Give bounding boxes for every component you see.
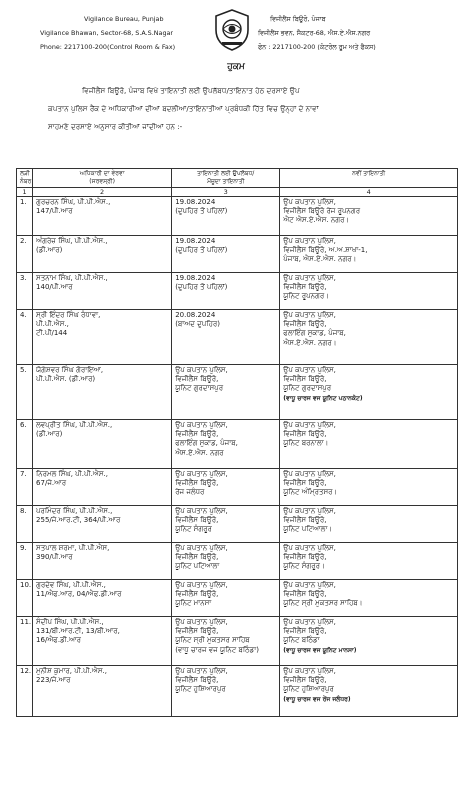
new-posting-line: ਵਿਜੀਲੈਂਸ ਬਿਊਰੋ, xyxy=(283,283,327,292)
current-posting-line: ਉਪ ਕਪਤਾਨ ਪੁਲਿਸ, xyxy=(175,470,228,478)
serial-number: 3. xyxy=(17,273,33,310)
new-posting-line: ਵਿਜੀਲੈਂਸ ਬਿਊਰੋ, xyxy=(283,590,327,599)
new-posting-line: ਐਸ.ਏ.ਐਸ. ਨਗਰ। xyxy=(283,338,337,347)
new-posting-line: ਉਪ ਕਪਤਾਨ ਪੁਲਿਸ, xyxy=(283,507,336,515)
new-posting-line: ਐਟ ਐਸ.ਏ.ਐਸ. ਨਗਰ। xyxy=(283,216,350,225)
new-posting-line: ਫਲਾਇੰਗ ਸੁਕਾਡ, ਪੰਜਾਬ, xyxy=(283,329,346,338)
new-posting xyxy=(280,543,458,580)
new-posting-line: ਯੂਨਿਟ ਗੁਰਦਾਸਪੁਰ xyxy=(283,384,332,393)
table-row xyxy=(17,310,458,365)
new-posting-line: ਉਪ ਕਪਤਾਨ ਪੁਲਿਸ, xyxy=(283,366,336,374)
new-posting-line: ਪੰਜਾਬ, ਐਸ.ਏ.ਐਸ. ਨਗਰ। xyxy=(283,255,357,264)
new-posting-line: ਉਪ ਕਪਤਾਨ ਪੁਲਿਸ, xyxy=(283,237,336,245)
current-posting-line: (ਦੁਪਹਿਰ ਤੋਂ ਪਹਿਲਾਂ) xyxy=(175,207,228,216)
officer-details-line: 255/ਜੇ.ਆਰ.ਟੀ, 364/ਪੀ.ਆਰ xyxy=(36,516,121,525)
officer-details-line: 390/ਪੀ.ਆਰ xyxy=(36,553,73,562)
table-row xyxy=(17,543,458,580)
serial-number: 12. xyxy=(17,666,33,717)
current-posting-line: ਉਪ ਕਪਤਾਨ ਪੁਲਿਸ, xyxy=(175,618,228,626)
new-posting-line: ਵਿਜੀਲੈਂਸ ਬਿਊਰੋ, xyxy=(283,516,327,525)
current-posting-line: (ਦੁਪਹਿਰ ਤੋਂ ਪਹਿਲਾਂ) xyxy=(175,283,228,292)
current-posting xyxy=(172,420,280,469)
current-posting xyxy=(172,617,280,666)
new-posting-line: ਵਿਜੀਲੈਂਸ ਬਿਊਰੋ, xyxy=(283,676,327,685)
new-posting-line: ਉਪ ਕਪਤਾਨ ਪੁਲਿਸ, xyxy=(283,581,336,589)
additional-charge-note: (ਵਾਧੂ ਚਾਰਜ ਵਜ ਯੂਨਿਟ ਮਾਨਸਾ) xyxy=(283,646,357,654)
officer-details-line: ਨਿਰਮਲ ਸਿੰਘ, ਪੀ.ਪੀ.ਐਸ., xyxy=(36,470,108,478)
header-current-posting: ਤਾਇਨਾਤੀ ਲਈ ਉਪਲੱਬਧ/ ਮੌਜੂਦਾ ਤਾਇਨਾਤੀ xyxy=(172,169,280,188)
officer-details-line: ਗੁਰਚਰਨ ਸਿੰਘ, ਪੀ.ਪੀ.ਐਸ., xyxy=(36,198,111,206)
current-posting-line: ਫਲਾਇੰਗ ਸੁਕਾਡ, ਪੰਜਾਬ, xyxy=(175,439,238,448)
org-phone-en: Phone: 2217100-200(Control Room & Fax) xyxy=(40,43,176,51)
current-posting-line: 19.08.2024 xyxy=(175,274,216,282)
transfer-table xyxy=(16,168,458,717)
new-posting-line: ਯੂਨਿਟ ਰੂਪਨਗਰ। xyxy=(283,292,329,301)
current-posting-line: 19.08.2024 xyxy=(175,198,216,206)
officer-details xyxy=(33,197,172,236)
serial-number: 2. xyxy=(17,236,33,273)
new-posting-line: ਵਿਜੀਲੈਂਸ ਬਿਊਰੋ, xyxy=(283,627,327,636)
new-posting-line: ਵਿਜੀਲੈਂਸ ਬਿਊਰੋ, xyxy=(283,375,327,384)
column-number: 4 xyxy=(280,188,458,197)
column-number: 1 xyxy=(17,188,33,197)
header-officer: ਅਧਿਕਾਰੀ ਦਾ ਵੇਰਵਾ (ਸਰਵਸ੍ਰੀ) xyxy=(33,169,172,188)
new-posting-line: ਵਿਜੀਲੈਂਸ ਬਿਊਰੋ, xyxy=(283,430,327,439)
intro-line: ਵਿਜੀਲੈਂਸ ਬਿਊਰੋ, ਪੰਜਾਬ ਵਿਖੇ ਤਾਇਨਾਤੀ ਲਈ ਉਪਲੱਬਧ/ਤਾਇਨਾਤ ਹੇਠ ਦਰਸਾਏ ਉਪ xyxy=(82,86,300,95)
new-posting-line: ਵਿਜੀਲੈਂਸ ਬਿਊਰੋ, xyxy=(283,320,327,329)
table-row xyxy=(17,273,458,310)
officer-details xyxy=(33,617,172,666)
officer-details xyxy=(33,543,172,580)
current-posting-line: (ਬਾਅਦ ਦੁਪਹਿਰ) xyxy=(175,320,220,329)
current-posting-line: ਯੂਨਿਟ ਸ੍ਰੀ ਮੁਕਤਸਰ ਸਾਹਿਬ xyxy=(175,636,250,645)
serial-number: 9. xyxy=(17,543,33,580)
current-posting-line: ਵਿਜੀਲੈਂਸ ਬਿਊਰੋ, xyxy=(175,430,219,439)
officer-details-line: 131/ਬੀ.ਆਰ.ਟੀ, 13/ਬੀ.ਆਰ, xyxy=(36,627,120,636)
new-posting-line: ਯੂਨਿਟ ਬਰਨਾਲਾ। xyxy=(283,439,329,448)
current-posting xyxy=(172,580,280,617)
current-posting-line: (ਦੁਪਹਿਰ ਤੋਂ ਪਹਿਲਾਂ) xyxy=(175,246,228,255)
org-address-pa: ਵਿਜੀਲੈਂਸ ਭਵਨ, ਸੈਕਟਰ-68, ਐਸ.ਏ.ਐਸ.ਨਗਰ xyxy=(258,29,371,37)
new-posting xyxy=(280,236,458,273)
current-posting-line: 19.08.2024 xyxy=(175,237,216,245)
table-row xyxy=(17,506,458,543)
table-row xyxy=(17,365,458,420)
serial-number: 7. xyxy=(17,469,33,506)
officer-details-line: ਯੋਗੇਸ਼ਵਰ ਸਿੰਘ ਗੋਰਾਇਆ, xyxy=(36,366,104,374)
letterhead xyxy=(0,6,472,66)
table-row xyxy=(17,580,458,617)
new-posting xyxy=(280,273,458,310)
current-posting xyxy=(172,469,280,506)
serial-number: 5. xyxy=(17,365,33,420)
table-row xyxy=(17,469,458,506)
new-posting xyxy=(280,365,458,420)
officer-details-line: (ਡੀ.ਆਰ) xyxy=(36,246,63,255)
officer-details-line: ਅੰਗਰੇਜ਼ ਸਿੰਘ, ਪੀ.ਪੀ.ਐਸ., xyxy=(36,237,108,245)
additional-charge-note: (ਵਾਧੂ ਚਾਰਜ ਵਜ ਰੇਂਜ ਜਲੰਧਰ) xyxy=(283,695,351,703)
new-posting-line: ਯੂਨਿਟ ਹੁਸ਼ਿਆਰਪੁਰ xyxy=(283,685,334,694)
officer-details xyxy=(33,469,172,506)
officer-details-line: 140/ਪੀ.ਆਰ xyxy=(36,283,73,292)
table-row xyxy=(17,420,458,469)
current-posting-line: ਯੂਨਿਟ ਹੁਸ਼ਿਆਰਪੁਰ xyxy=(175,685,226,694)
current-posting-line: ਵਿਜੀਲੈਂਸ ਬਿਊਰੋ, xyxy=(175,590,219,599)
table-row xyxy=(17,236,458,273)
officer-details-line: ਪੀ.ਪੀ.ਐਸ., xyxy=(36,320,69,329)
current-posting-line: ਯੂਨਿਟ ਮਾਨਸਾ xyxy=(175,599,212,608)
current-posting xyxy=(172,273,280,310)
new-posting-line: ਉਪ ਕਪਤਾਨ ਪੁਲਿਸ, xyxy=(283,274,336,282)
serial-number: 11. xyxy=(17,617,33,666)
officer-details-line: ਪਰਮਿੰਦਰ ਸਿੰਘ, ਪੀ.ਪੀ.ਐਸ., xyxy=(36,507,113,515)
officer-details xyxy=(33,236,172,273)
header-serial: ਲੜੀ ਨੰਬਰ xyxy=(17,169,33,188)
table-row xyxy=(17,197,458,236)
current-posting-line: (ਵਾਧੂ ਚਾਰਜ ਵਜ ਯੂਨਿਟ ਬਠਿੰਡਾ) xyxy=(175,645,259,654)
officer-details xyxy=(33,310,172,365)
officer-details-line: ਟੀ.ਪੀ/144 xyxy=(36,329,68,338)
new-posting xyxy=(280,666,458,717)
current-posting-line: ਯੂਨਿਟ ਸੰਗਰੂਰ xyxy=(175,525,212,534)
current-posting-line: ਵਿਜੀਲੈਂਸ ਬਿਊਰੋ, xyxy=(175,516,219,525)
current-posting-line: ਉਪ ਕਪਤਾਨ ਪੁਲਿਸ, xyxy=(175,581,228,589)
new-posting-line: ਉਪ ਕਪਤਾਨ ਪੁਲਿਸ, xyxy=(283,667,336,675)
current-posting xyxy=(172,666,280,717)
new-posting-line: ਵਿਜੀਲੈਂਸ ਬਿਊਰੋ, xyxy=(283,479,327,488)
serial-number: 10. xyxy=(17,580,33,617)
current-posting xyxy=(172,365,280,420)
current-posting-line: 20.08.2024 xyxy=(175,311,216,319)
officer-details-line: ਪੀ.ਪੀ.ਐਸ. (ਡੀ.ਆਰ) xyxy=(36,375,96,384)
current-posting-line: ਯੂਨਿਟ ਗੁਰਦਾਸਪੁਰ xyxy=(175,384,224,393)
officer-details-line: 223/ਜੇ.ਆਰ xyxy=(36,676,71,685)
org-name-en: Vigilance Bureau, Punjab xyxy=(84,15,164,23)
intro-line: ਸਾਹਮਣੇ ਦਰਸਾਏ ਅਨੁਸਾਰ ਕੀਤੀਆਂ ਜਾਂਦੀਆਂ ਹਨ :- xyxy=(48,122,183,131)
officer-details xyxy=(33,506,172,543)
new-posting xyxy=(280,420,458,469)
table-header-row xyxy=(17,169,458,188)
table-row xyxy=(17,617,458,666)
new-posting xyxy=(280,197,458,236)
current-posting-line: ਉਪ ਕਪਤਾਨ ਪੁਲਿਸ, xyxy=(175,421,228,429)
officer-details-line: 16/ਐਫ.ਡੀ.ਆਰ xyxy=(36,636,81,645)
new-posting-line: ਵਿਜੀਲੈਂਸ ਬਿਊਰੋ ਰੇਂਜ ਰੂਪਨਗਰ xyxy=(283,207,361,216)
new-posting-line: ਉਪ ਕਪਤਾਨ ਪੁਲਿਸ, xyxy=(283,618,336,626)
new-posting xyxy=(280,617,458,666)
order-title: ਹੁਕਮ xyxy=(227,62,245,72)
current-posting-line: ਉਪ ਕਪਤਾਨ ਪੁਲਿਸ, xyxy=(175,366,228,374)
serial-number: 6. xyxy=(17,420,33,469)
serial-number: 1. xyxy=(17,197,33,236)
new-posting-line: ਉਪ ਕਪਤਾਨ ਪੁਲਿਸ, xyxy=(283,311,336,319)
current-posting xyxy=(172,197,280,236)
serial-number: 8. xyxy=(17,506,33,543)
column-number: 2 xyxy=(33,188,172,197)
new-posting-line: ਵਿਜੀਲੈਂਸ ਬਿਊਰੋ, ਅ.ਅ.ਸ਼ਾਖਾ-1, xyxy=(283,246,368,255)
new-posting-line: ਯੂਨਿਟ ਸੰਗਰੂਰ। xyxy=(283,562,325,571)
additional-charge-note: (ਵਾਧੂ ਚਾਰਜ ਵਜ ਯੂਨਿਟ ਪਠਾਨਕੋਟ) xyxy=(283,394,363,402)
org-phone-pa: ਫੋਨ : 2217100-200 (ਕੰਟਰੋਲ ਰੂਮ ਅਤੇ ਫੈਕਸ) xyxy=(258,43,376,51)
officer-details xyxy=(33,273,172,310)
new-posting-line: ਯੂਨਿਟ ਬਠਿੰਡਾ xyxy=(283,636,320,645)
new-posting xyxy=(280,310,458,365)
current-posting xyxy=(172,236,280,273)
letterhead-punjabi xyxy=(258,12,376,54)
column-number: 3 xyxy=(172,188,280,197)
new-posting xyxy=(280,580,458,617)
officer-details-line: 67/ਜੇ.ਆਰ xyxy=(36,479,67,488)
table-row xyxy=(17,666,458,717)
officer-details-line: 11/ਐਫ.ਆਰ, 04/ਐਫ.ਡੀ.ਆਰ xyxy=(36,590,122,599)
current-posting-line: ਉਪ ਕਪਤਾਨ ਪੁਲਿਸ, xyxy=(175,667,228,675)
officer-details-line: (ਡੀ.ਆਰ) xyxy=(36,430,63,439)
officer-details-line: ਸਤਪਾਲ ਸ਼ਰਮਾ, ਪੀ.ਪੀ.ਐਸ, xyxy=(36,544,110,552)
letterhead-english xyxy=(40,12,175,54)
current-posting-line: ਵਿਜੀਲੈਂਸ ਬਿਊਰੋ, xyxy=(175,375,219,384)
new-posting-line: ਵਿਜੀਲੈਂਸ ਬਿਊਰੋ, xyxy=(283,553,327,562)
officer-details-line: ਮੁਨੀਸ਼ ਕੁਮਾਰ, ਪੀ.ਪੀ.ਐਸ., xyxy=(36,667,107,675)
current-posting-line: ਐਸ.ਏ.ਐਸ. ਨਗਰ xyxy=(175,448,224,457)
new-posting-line: ਉਪ ਕਪਤਾਨ ਪੁਲਿਸ, xyxy=(283,421,336,429)
new-posting-line: ਉਪ ਕਪਤਾਨ ਪੁਲਿਸ, xyxy=(283,198,336,206)
intro-paragraph xyxy=(48,82,432,136)
officer-details-line: ਸਤਨਾਮ ਸਿੰਘ, ਪੀ.ਪੀ.ਐਸ., xyxy=(36,274,108,282)
current-posting-line: ਵਿਜੀਲੈਂਸ ਬਿਊਰੋ, xyxy=(175,479,219,488)
vigilance-emblem-icon xyxy=(212,8,252,52)
org-address-en: Vigilance Bhawan, Sector-68, S.A.S.Nagar xyxy=(40,29,174,37)
current-posting-line: ਵਿਜੀਲੈਂਸ ਬਿਊਰੋ, xyxy=(175,627,219,636)
officer-details-line: ਲਵਪ੍ਰੀਤ ਸਿੰਘ, ਪੀ.ਪੀ.ਐਸ., xyxy=(36,421,113,429)
current-posting-line: ਉਪ ਕਪਤਾਨ ਪੁਲਿਸ, xyxy=(175,544,228,552)
header-new-posting: ਨਵੀਂ ਤਾਇਨਾਤੀ xyxy=(280,169,458,188)
new-posting-line: ਯੂਨਿਟ ਅੰਮ੍ਰਿਤਸਰ। xyxy=(283,488,338,497)
current-posting-line: ਵਿਜੀਲੈਂਸ ਬਿਊਰੋ, xyxy=(175,676,219,685)
new-posting-line: ਯੂਨਿਟ ਸ੍ਰੀ ਮੁਕਤਸਰ ਸਾਹਿਬ। xyxy=(283,599,363,608)
intro-line: ਕਪਤਾਨ ਪੁਲਿਸ ਰੈਂਕ ਦੇ ਅਧਿਕਾਰੀਆਂ ਦੀਆਂ ਬਦਲੀਆਂ/ਤਾਇਨਾਤੀਆਂ ਪ੍ਰਬੰਧਕੀ ਹਿੱਤ ਵਿਚ ਉਨ੍ਹਾਂ ਦੇ ਨਾਵਾਂ xyxy=(48,104,319,113)
officer-details-line: ਸੰਦੀਪ ਸਿੰਘ, ਪੀ.ਪੀ.ਐਸ., xyxy=(36,618,104,626)
new-posting xyxy=(280,469,458,506)
current-posting-line: ਰੇਂਜ ਜਲੰਧਰ xyxy=(175,488,205,497)
officer-details-line: 147/ਪੀ.ਆਰ xyxy=(36,207,73,216)
officer-details xyxy=(33,420,172,469)
new-posting-line: ਯੂਨਿਟ ਪਟਿਆਲਾ। xyxy=(283,525,333,534)
officer-details-line: ਗੁਰਦੇਵ ਸਿੰਘ, ਪੀ.ਪੀ.ਐਸ., xyxy=(36,581,106,589)
current-posting xyxy=(172,543,280,580)
officer-details xyxy=(33,666,172,717)
serial-number: 4. xyxy=(17,310,33,365)
officer-details xyxy=(33,365,172,420)
current-posting-line: ਉਪ ਕਪਤਾਨ ਪੁਲਿਸ, xyxy=(175,507,228,515)
current-posting xyxy=(172,506,280,543)
officer-details xyxy=(33,580,172,617)
new-posting-line: ਉਪ ਕਪਤਾਨ ਪੁਲਿਸ, xyxy=(283,544,336,552)
officer-details-line: ਸ੍ਰੀ ਇੰਦਰ ਸਿੰਘ ਰੰਧਾਵਾ, xyxy=(36,311,101,319)
current-posting xyxy=(172,310,280,365)
current-posting-line: ਯੂਨਿਟ ਪਟਿਆਲਾ xyxy=(175,562,220,571)
new-posting xyxy=(280,506,458,543)
org-name-pa: ਵਿਜੀਲੈਂਸ ਬਿਊਰੋ, ਪੰਜਾਬ xyxy=(270,15,326,23)
new-posting-line: ਉਪ ਕਪਤਾਨ ਪੁਲਿਸ, xyxy=(283,470,336,478)
current-posting-line: ਵਿਜੀਲੈਂਸ ਬਿਊਰੋ, xyxy=(175,553,219,562)
column-number-row xyxy=(17,188,458,197)
